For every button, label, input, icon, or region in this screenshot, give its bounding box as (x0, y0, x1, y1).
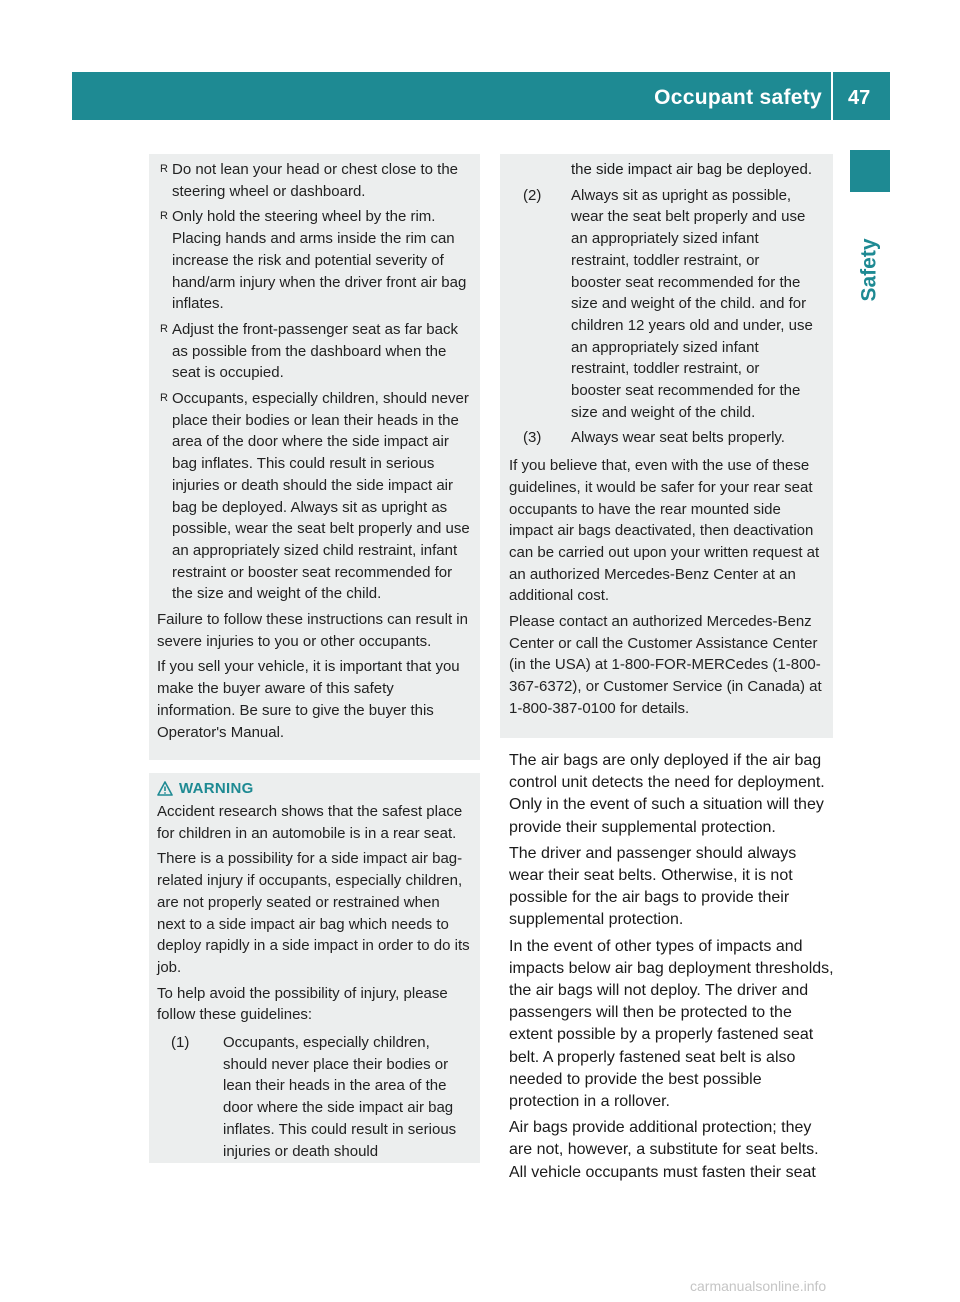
paragraph: To help avoid the possibility of injury, please follow these guidelines: (157, 984, 448, 1024)
page-header (72, 72, 890, 120)
body-text (509, 750, 835, 1188)
header-divider (831, 72, 833, 120)
paragraph: The driver and passenger should always wear their seat belts. Otherwise, it is not possible for the air bags to provide their supplemental protection. (509, 844, 797, 929)
guideline-number: (1) (171, 1034, 190, 1052)
chapter-tab-label (850, 200, 890, 340)
paragraph: If you believe that, even with the use of these guidelines, it would be safer for your rear seat occupants to have the rear mounted side impact air bags deactivated, then deactivation can be carried out upon your written request at an authorized Mercedes-Benz Center at an additional cost. (509, 457, 820, 605)
page-number: 47 (848, 87, 871, 109)
warning-header (157, 778, 472, 799)
paragraph: Accident research shows that the safest place for children in an automobile is in a rear seat. (157, 803, 463, 842)
warning-title: WARNING (179, 780, 254, 797)
warning-box (149, 773, 480, 1163)
guideline-item (509, 185, 827, 424)
bullet-item: R Adjust the front-passenger seat as far back as possible from the dashboard when the seat is occupied. (157, 319, 472, 384)
continued-text (509, 159, 827, 181)
bullet-item: R Only hold the steering wheel by the rim. Placing hands and arms inside the rim can increase the risk and potential severity of hand/arm injury when the driver front air bag inflates. (157, 206, 472, 315)
guideline-number: (3) (523, 429, 542, 447)
guideline-text: Always wear seat belts properly. (571, 429, 785, 447)
guideline-number: (2) (523, 186, 542, 204)
guideline-text: Always sit as upright as possible, wear the seat belt properly and use an appropriately sized infant restraint, toddler restraint, or booster seat recommended for the size and weight of the child. and for children 12 years old and under, use an appropriately sized infant restraint, toddler restraint, or booster seat recommended for the size and weight of the child. (571, 186, 813, 421)
guideline-list (157, 1032, 472, 1162)
guideline-text: the side impact air bag be deployed. (571, 161, 812, 178)
safety-notes-box (149, 154, 480, 760)
chapter-tab-marker (850, 150, 890, 192)
guideline-item (509, 427, 827, 449)
paragraph: The air bags are only deployed if the air bag control unit detects the need for deployment. Only in the event of such a situation will they provide their supplemental protection. (509, 752, 825, 836)
guideline-list (509, 185, 827, 449)
bullet-item: R Occupants, especially children, should never place their bodies or lean their heads in the area of the door where the side impact air bag inflates. This could result in serious injuries or death should the side impact air bag be deployed. Always sit as upright as possible, wear the seat belt properly and use an appropriately sized child restraint, infant restraint or booster seat recommended for the size and weight of the child. (157, 388, 472, 605)
chapter-tab-text: Safety (858, 238, 881, 302)
guideline-text: Occupants, especially children, should never place their bodies or lean their heads in the area of the door where the side impact air bag inflates. This could result in serious injuries or death should (223, 1034, 457, 1160)
safety-bullet-list (157, 159, 472, 605)
guidelines-continued-box (500, 154, 833, 738)
paragraph: If you sell your vehicle, it is important that you make the buyer aware of this safety information. Be sure to give the buyer this Operator's Manual. (157, 658, 460, 741)
bullet-item: R Do not lean your head or chest close to the steering wheel or dashboard. (157, 159, 472, 202)
paragraph: Air bags provide additional protection; they are not, however, a substitute for seat belts. All vehicle occupants must fasten their seat (509, 1119, 819, 1181)
section-title: Occupant safety (654, 86, 822, 109)
guideline-item (157, 1032, 472, 1162)
warning-icon (157, 781, 173, 796)
watermark: carmanualsonline.info (690, 1278, 827, 1294)
paragraph: Please contact an authorized Mercedes-Benz Center or call the Customer Assistance Center (in the USA) at 1-800-FOR-MERCedes (1-800-367-6372), or Customer Service (in Canada) at 1-800-387-0100 for details. (509, 613, 822, 717)
paragraph: In the event of other types of impacts and impacts below air bag deployment thresholds, the air bags will not deploy. The driver and passengers will then be protected to the extent possible by a properly fastened seat belt. A properly fastened seat belt is also needed to provide the best possible protection in a rollover. (509, 937, 834, 1111)
paragraph: There is a possibility for a side impact air bag-related injury if occupants, especially children, are not properly seated or restrained when next to a side impact air bag which needs to deploy rapidly in a side impact in order to do its job. (157, 850, 470, 976)
paragraph: Failure to follow these instructions can result in severe injuries to you or other occupants. (157, 611, 468, 650)
